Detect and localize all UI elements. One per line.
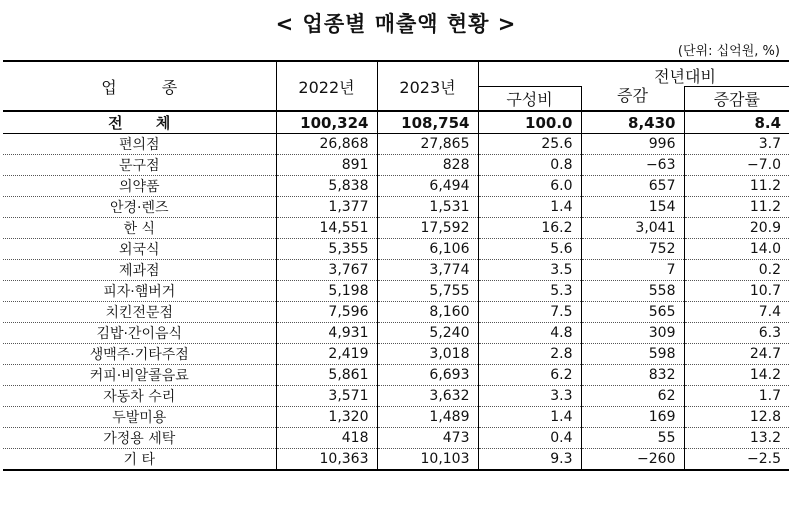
row-change: 598 — [581, 344, 684, 365]
row-name: 제과점 — [3, 260, 276, 281]
row-name: 김밥·간이음식 — [3, 323, 276, 344]
row-share: 16.2 — [478, 218, 581, 239]
row-name: 커피·비알콜음료 — [3, 365, 276, 386]
table-row — [3, 323, 789, 344]
row-share: 7.5 — [478, 302, 581, 323]
row-change: 752 — [581, 239, 684, 260]
row-change: 657 — [581, 176, 684, 197]
row-2022: 3,767 — [276, 260, 377, 281]
row-2023: 3,632 — [377, 386, 478, 407]
table-row — [3, 155, 789, 176]
row-2023: 27,865 — [377, 134, 478, 155]
row-2022: 5,198 — [276, 281, 377, 302]
table-row — [3, 302, 789, 323]
row-change: 154 — [581, 197, 684, 218]
row-rate: 14.0 — [684, 239, 789, 260]
row-share: 5.3 — [478, 281, 581, 302]
row-share: 9.3 — [478, 449, 581, 471]
row-share: 6.0 — [478, 176, 581, 197]
row-2022: 1,320 — [276, 407, 377, 428]
row-share: 5.6 — [478, 239, 581, 260]
row-name: 외국식 — [3, 239, 276, 260]
table-header — [3, 61, 789, 111]
row-2023: 6,106 — [377, 239, 478, 260]
row-2022: 7,596 — [276, 302, 377, 323]
sales-table — [3, 60, 789, 471]
row-2023: 1,531 — [377, 197, 478, 218]
total-share: 100.0 — [478, 111, 581, 134]
row-2022: 4,931 — [276, 323, 377, 344]
page-title: < 업종별 매출액 현황 > — [275, 12, 517, 36]
header-2023: 2023년 — [377, 61, 478, 111]
row-name: 안경·렌즈 — [3, 197, 276, 218]
row-rate: 7.4 — [684, 302, 789, 323]
row-rate: 1.7 — [684, 386, 789, 407]
row-change: 832 — [581, 365, 684, 386]
row-2022: 5,838 — [276, 176, 377, 197]
row-share: 2.8 — [478, 344, 581, 365]
table-row — [3, 449, 789, 471]
header-rate: 증감률 — [684, 87, 789, 112]
row-change: 309 — [581, 323, 684, 344]
row-2023: 828 — [377, 155, 478, 176]
table-row — [3, 197, 789, 218]
row-rate: 13.2 — [684, 428, 789, 449]
row-share: 6.2 — [478, 365, 581, 386]
row-share: 1.4 — [478, 407, 581, 428]
row-rate: 12.8 — [684, 407, 789, 428]
total-name: 전 체 — [3, 111, 276, 134]
table-body — [3, 111, 789, 470]
row-2023: 473 — [377, 428, 478, 449]
row-change: 55 — [581, 428, 684, 449]
row-2022: 10,363 — [276, 449, 377, 471]
row-2022: 418 — [276, 428, 377, 449]
header-composition: 구성비 — [478, 87, 581, 112]
row-rate: 6.3 — [684, 323, 789, 344]
total-rate: 8.4 — [684, 111, 789, 134]
row-share: 25.6 — [478, 134, 581, 155]
row-2022: 5,355 — [276, 239, 377, 260]
row-name: 기 타 — [3, 449, 276, 471]
row-name: 피자·햄버거 — [3, 281, 276, 302]
row-rate: 14.2 — [684, 365, 789, 386]
header-2022: 2022년 — [276, 61, 377, 111]
row-2022: 3,571 — [276, 386, 377, 407]
row-share: 4.8 — [478, 323, 581, 344]
row-name: 자동차 수리 — [3, 386, 276, 407]
row-rate: 11.2 — [684, 176, 789, 197]
row-name: 가정용 세탁 — [3, 428, 276, 449]
header-industry: 업 종 — [3, 61, 276, 111]
row-2023: 3,774 — [377, 260, 478, 281]
row-share: 3.5 — [478, 260, 581, 281]
row-change: 996 — [581, 134, 684, 155]
row-name: 편의점 — [3, 134, 276, 155]
row-2022: 2,419 — [276, 344, 377, 365]
total-row — [3, 111, 789, 134]
header-increase: 증감 — [581, 87, 684, 112]
row-change: 558 — [581, 281, 684, 302]
row-2023: 6,494 — [377, 176, 478, 197]
table-row — [3, 239, 789, 260]
row-2022: 26,868 — [276, 134, 377, 155]
row-2023: 17,592 — [377, 218, 478, 239]
table-row — [3, 218, 789, 239]
table-row — [3, 365, 789, 386]
table-row — [3, 344, 789, 365]
row-change: −63 — [581, 155, 684, 176]
row-2023: 1,489 — [377, 407, 478, 428]
table-row — [3, 386, 789, 407]
row-2022: 891 — [276, 155, 377, 176]
row-name: 치킨전문점 — [3, 302, 276, 323]
row-2022: 5,861 — [276, 365, 377, 386]
row-change: 3,041 — [581, 218, 684, 239]
table-row — [3, 428, 789, 449]
row-name: 문구점 — [3, 155, 276, 176]
row-rate: −7.0 — [684, 155, 789, 176]
row-name: 한 식 — [3, 218, 276, 239]
table-row — [3, 407, 789, 428]
row-name: 의약품 — [3, 176, 276, 197]
row-rate: 20.9 — [684, 218, 789, 239]
row-rate: 0.2 — [684, 260, 789, 281]
row-2023: 5,755 — [377, 281, 478, 302]
row-2022: 1,377 — [276, 197, 377, 218]
row-2023: 8,160 — [377, 302, 478, 323]
header-yoy: 전년대비 — [654, 67, 716, 86]
row-rate: −2.5 — [684, 449, 789, 471]
table-row — [3, 134, 789, 155]
row-change: 169 — [581, 407, 684, 428]
total-2022: 100,324 — [276, 111, 377, 134]
row-change: −260 — [581, 449, 684, 471]
row-change: 565 — [581, 302, 684, 323]
row-2023: 3,018 — [377, 344, 478, 365]
row-rate: 10.7 — [684, 281, 789, 302]
row-name: 두발미용 — [3, 407, 276, 428]
header-composition-spacer — [478, 61, 581, 87]
table-row — [3, 281, 789, 302]
row-rate: 3.7 — [684, 134, 789, 155]
row-change: 7 — [581, 260, 684, 281]
row-2022: 14,551 — [276, 218, 377, 239]
row-name: 생맥주·기타주점 — [3, 344, 276, 365]
table-row — [3, 176, 789, 197]
row-2023: 6,693 — [377, 365, 478, 386]
row-rate: 11.2 — [684, 197, 789, 218]
row-share: 0.4 — [478, 428, 581, 449]
row-rate: 24.7 — [684, 344, 789, 365]
table-row — [3, 260, 789, 281]
row-2023: 5,240 — [377, 323, 478, 344]
row-change: 62 — [581, 386, 684, 407]
total-change: 8,430 — [581, 111, 684, 134]
total-2023: 108,754 — [377, 111, 478, 134]
unit-note: (단위: 십억원, %) — [677, 44, 780, 59]
row-share: 0.8 — [478, 155, 581, 176]
row-share: 3.3 — [478, 386, 581, 407]
row-2023: 10,103 — [377, 449, 478, 471]
row-share: 1.4 — [478, 197, 581, 218]
